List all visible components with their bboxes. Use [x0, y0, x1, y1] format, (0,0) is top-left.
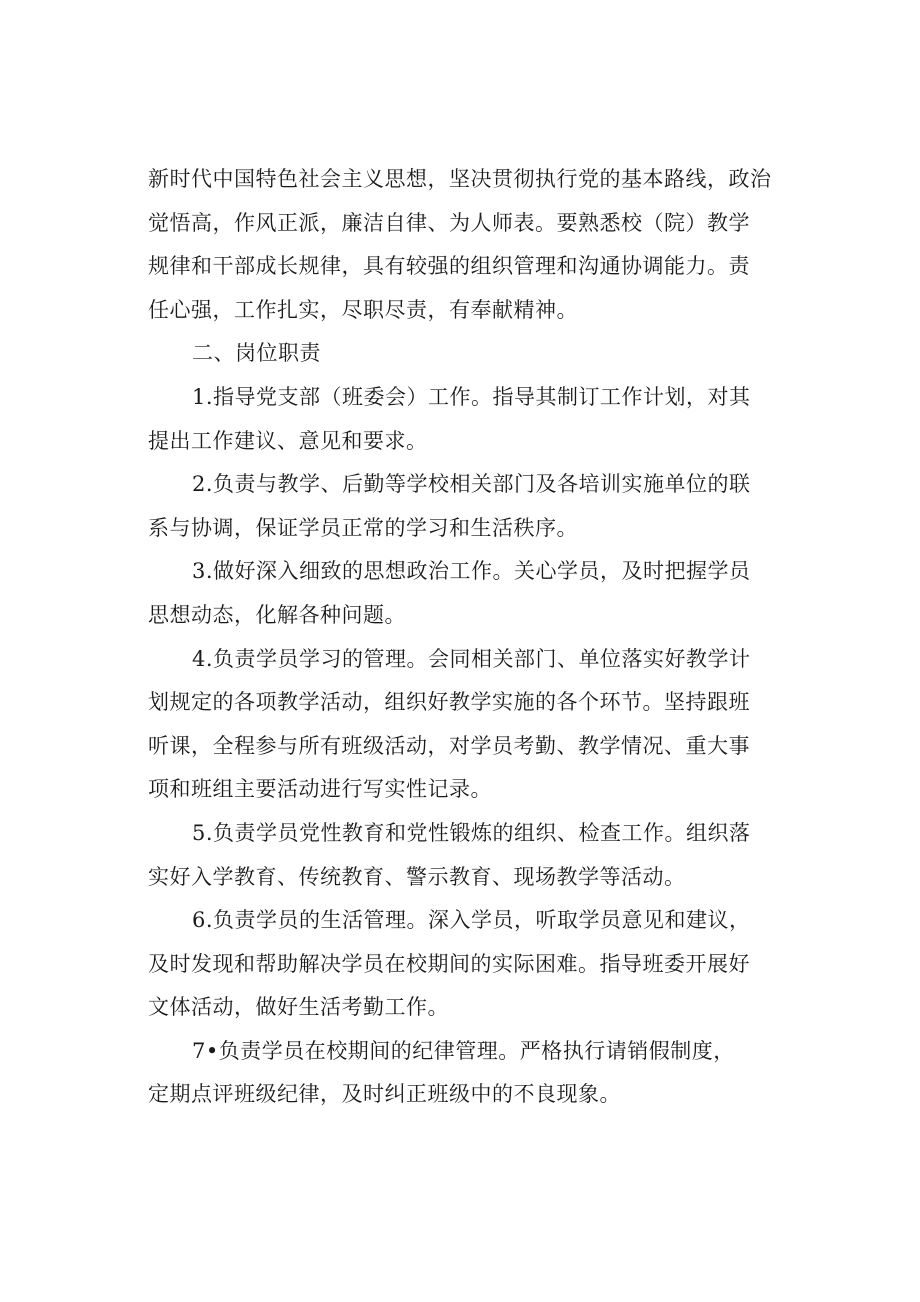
text-line: 3.做好深入细致的思想政治工作。关心学员，及时把握学员 — [192, 559, 751, 584]
text-line: 觉悟高，作风正派，廉洁自律、为人师表。要熟悉校（院）教学 — [148, 210, 750, 235]
text-line: 2.负责与教学、后勤等学校相关部门及各培训实施单位的联 — [192, 472, 751, 497]
text-line: 划规定的各项教学活动，组织好教学实施的各个环节。坚持跟班 — [148, 690, 750, 715]
text-line: 1.指导党支部（班委会）工作。指导其制订工作计划，对其 — [192, 384, 751, 409]
text-line: 5.负责学员党性教育和党性锻炼的组织、检查工作。组织落 — [192, 820, 751, 845]
text-line: 任心强，工作扎实，尽职尽责，有奉献精神。 — [148, 297, 578, 322]
text-line: 定期点评班级纪律，及时纠正班级中的不良现象。 — [148, 1082, 621, 1107]
text-line: 规律和干部成长规律，具有较强的组织管理和沟通协调能力。责 — [148, 254, 750, 279]
paragraph-duty-7 — [148, 1030, 808, 1117]
paragraph-duty-4 — [148, 638, 808, 812]
text-line: 系与协调，保证学员正常的学习和生活秩序。 — [148, 515, 578, 540]
text-line: 思想动态，化解各种问题。 — [148, 602, 406, 627]
text-line: 听课，全程参与所有班级活动，对学员考勤、教学情况、重大事 — [148, 733, 750, 758]
paragraph-intro-continued — [148, 158, 808, 332]
paragraph-duty-1 — [148, 376, 808, 463]
text-line: 及时发现和帮助解决学员在校期间的实际困难。指导班委开展好 — [148, 951, 750, 976]
paragraph-duty-5 — [148, 812, 808, 899]
paragraph-duty-2 — [148, 463, 808, 550]
heading-text: 二、岗位职责 — [192, 341, 321, 366]
section-heading — [148, 332, 808, 376]
text-line: 提出工作建议、意见和要求。 — [148, 428, 428, 453]
text-line: 实好入学教育、传统教育、警示教育、现场教学等活动。 — [148, 864, 686, 889]
text-line: 文体活动，做好生活考勤工作。 — [148, 995, 449, 1020]
text-line: 4.负责学员学习的管理。会同相关部门、单位落实好教学计 — [192, 646, 751, 671]
text-line: 项和班组主要活动进行写实性记录。 — [148, 777, 492, 802]
document-page — [148, 158, 808, 1117]
paragraph-duty-6 — [148, 899, 808, 1030]
paragraph-duty-3 — [148, 550, 808, 637]
text-line: 6.负责学员的生活管理。深入学员，听取学员意见和建议， — [192, 908, 751, 933]
text-line: 7•负责学员在校期间的纪律管理。严格执行请销假制度， — [192, 1038, 735, 1063]
text-line: 新时代中国特色社会主义思想，坚决贯彻执行党的基本路线，政治 — [148, 167, 772, 191]
